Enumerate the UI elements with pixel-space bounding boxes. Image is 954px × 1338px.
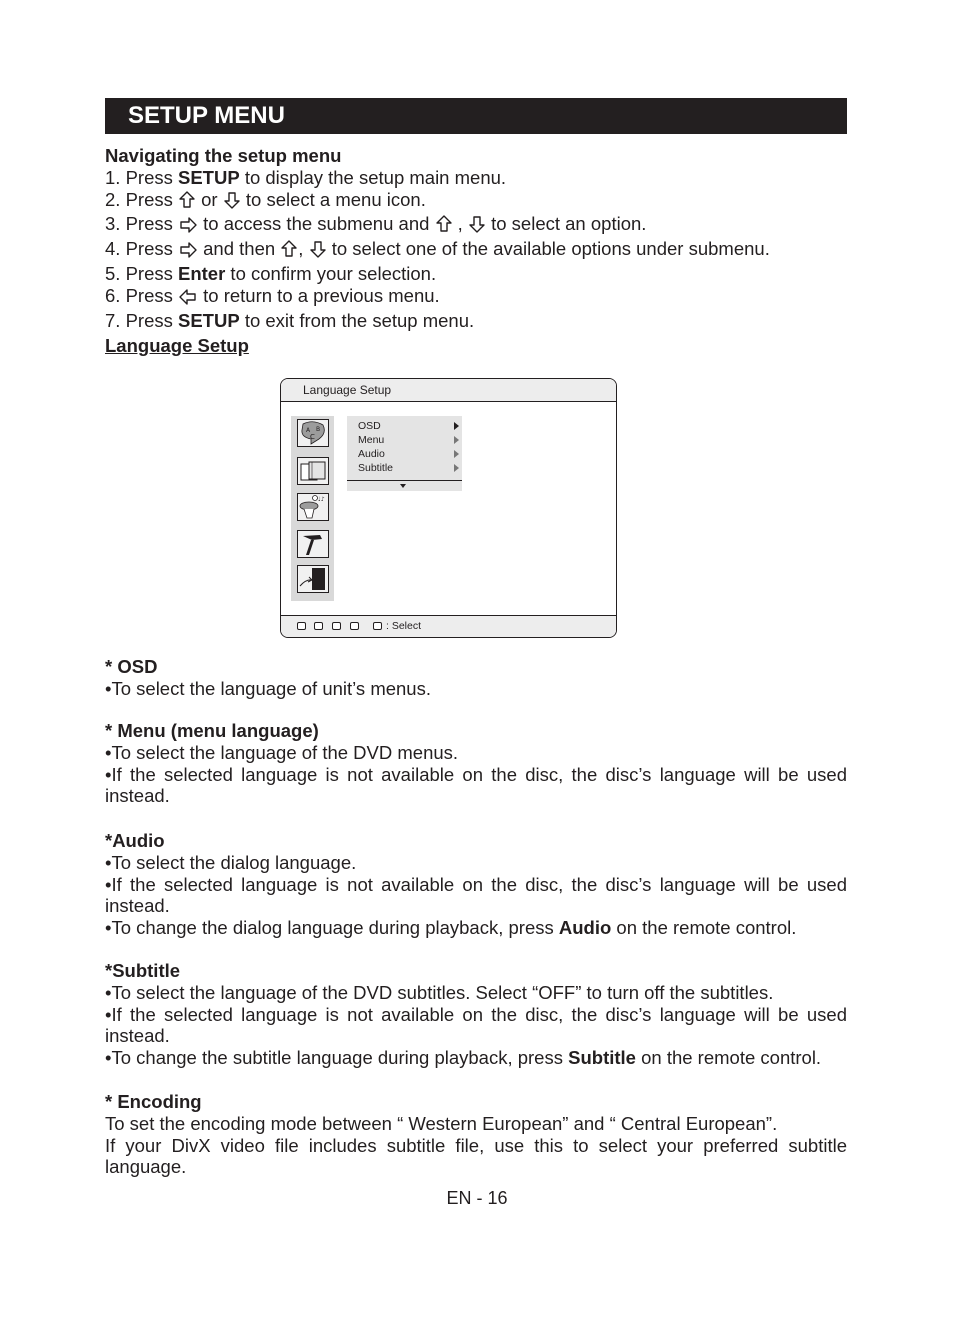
right-key-icon — [332, 622, 341, 630]
nav-step-4: 4. Press and then , to select one of the available options under submenu. — [105, 238, 847, 263]
language-setup-section — [105, 335, 847, 357]
osd-heading: * OSD — [105, 656, 158, 677]
subtitle-line-2: •If the selected language is not available on the disc, the disc’s language will be used instead. — [105, 1003, 847, 1047]
nav-step-7: 7. Press SETUP to exit from the setup menu. — [105, 309, 475, 331]
screen-badge-a: A — [306, 427, 311, 434]
navigation-instructions — [105, 145, 847, 331]
footer-select-hint: : Select — [386, 620, 422, 632]
language-icon — [297, 419, 329, 447]
screen-footer — [281, 615, 616, 637]
nav-step-3: 3. Press to access the submenu and , to select an option. — [105, 213, 847, 238]
subtitle-line-3: •To change the subtitle language during playback, press Subtitle on the remote control. — [105, 1047, 822, 1069]
language-setup-heading: Language Setup — [105, 335, 249, 356]
encoding-line-1: To set the encoding mode between “ Western European” and “ Central European”. — [105, 1112, 778, 1134]
up-key-icon — [314, 622, 323, 630]
section-banner — [105, 98, 847, 134]
scroll-down-icon — [400, 484, 406, 488]
audio-line-1: •To select the dialog language. — [105, 851, 357, 873]
arrow-down-icon — [469, 215, 485, 238]
nav-step-2: 2. Press or to select a menu icon. — [105, 189, 847, 214]
submenu-arrow-icon — [454, 450, 459, 458]
down-key-icon — [350, 622, 359, 630]
nav-step-6: 6. Press to return to a previous menu. — [105, 285, 847, 310]
arrow-up-icon — [436, 215, 452, 238]
arrow-left-icon — [179, 288, 197, 310]
screen-title: Language Setup — [281, 379, 616, 402]
screen-icon-column — [291, 416, 334, 601]
section-title: SETUP MENU — [128, 102, 285, 129]
nav-step-5: 5. Press Enter to confirm your selection. — [105, 262, 437, 284]
submenu-arrow-icon — [454, 436, 459, 444]
arrow-up-icon — [281, 240, 297, 263]
encoding-heading: * Encoding — [105, 1091, 202, 1112]
menu-heading: * Menu (menu language) — [105, 720, 319, 741]
video-icon — [297, 457, 329, 485]
submenu-item-audio[interactable]: Audio — [358, 448, 385, 460]
play-key-icon — [373, 622, 382, 630]
audio-line-3: •To change the dialog language during playback, press Audio on the remote control. — [105, 917, 797, 939]
encoding-line-2: If your DivX video file includes subtitle file, use this to select your preferred subtitle language. — [105, 1134, 847, 1178]
svg-text:♩♪: ♩♪ — [318, 496, 325, 503]
audio-speaker-icon — [297, 493, 329, 521]
submenu-item-subtitle[interactable]: Subtitle — [358, 462, 394, 474]
submenu-arrow-icon — [454, 464, 459, 472]
menu-line-1: •To select the language of the DVD menus. — [105, 741, 459, 763]
submenu-item-osd[interactable]: OSD — [358, 420, 381, 432]
subtitle-heading: *Subtitle — [105, 960, 181, 981]
arrow-down-icon — [224, 191, 240, 214]
nav-step-1: 1. Press SETUP to display the setup main menu. — [105, 166, 507, 188]
audio-section — [105, 830, 847, 939]
left-key-icon — [297, 622, 306, 630]
screen-badge-c: C — [310, 433, 315, 441]
page-number: EN - 16 — [446, 1188, 508, 1208]
submenu-divider — [347, 480, 462, 481]
screen-badge-b: B — [316, 426, 321, 433]
audio-line-2: •If the selected language is not available on the disc, the disc’s language will be used instead. — [105, 873, 847, 917]
exit-door-icon — [297, 565, 329, 593]
audio-heading: *Audio — [105, 830, 165, 851]
menu-line-2: •If the selected language is not available on the disc, the disc’s language will be used instead. — [105, 763, 847, 807]
subtitle-section — [105, 960, 847, 1069]
subtitle-line-1: •To select the language of the DVD subtitles. Select “OFF” to turn off the subtitles. — [105, 981, 774, 1003]
language-setup-screen-illustration — [280, 378, 617, 638]
nav-heading: Navigating the setup menu — [105, 145, 342, 166]
osd-section — [105, 656, 847, 700]
encoding-section — [105, 1091, 847, 1178]
arrow-right-icon — [179, 241, 197, 263]
arrow-right-icon — [179, 216, 197, 238]
arrow-down-icon — [310, 240, 326, 263]
arrow-up-icon — [179, 191, 195, 214]
menu-language-section — [105, 720, 847, 807]
submenu-list — [347, 416, 462, 491]
hammer-icon — [297, 530, 329, 558]
osd-line-1: •To select the language of unit’s menus. — [105, 677, 431, 699]
submenu-arrow-icon — [454, 422, 459, 430]
submenu-item-menu[interactable]: Menu — [358, 434, 385, 446]
